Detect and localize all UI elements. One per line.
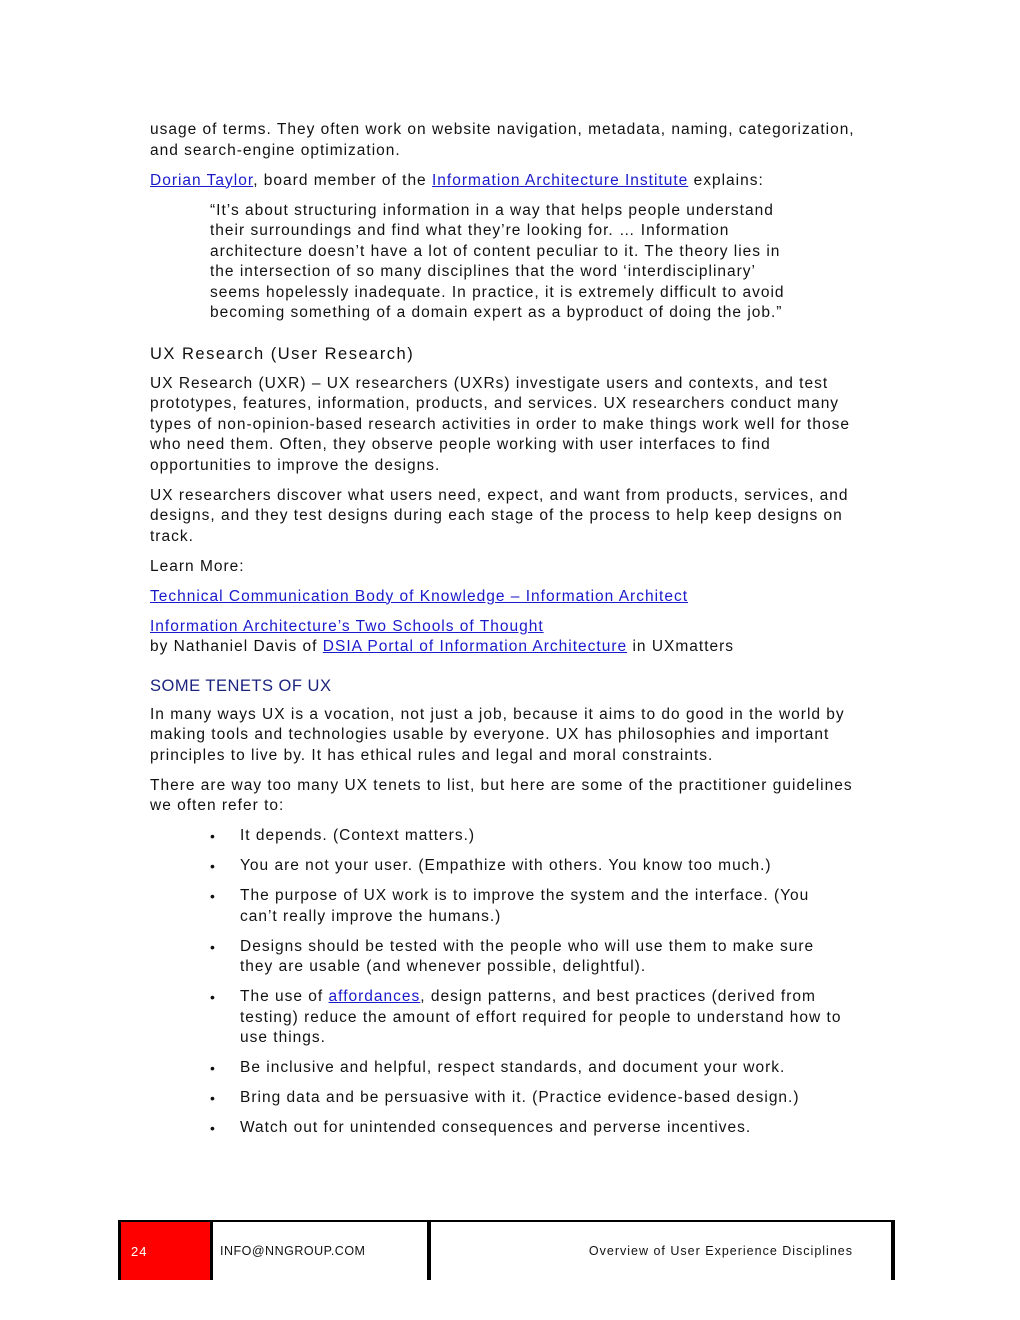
list-item-text: You are not your user. (Empathize with others. You know too much.) [240,857,772,874]
taylor-end-text: explains: [688,171,764,189]
affordances-link[interactable]: affordances [328,988,421,1005]
taylor-paragraph [150,171,875,192]
list-item [210,937,850,978]
bullet-icon: • [210,828,216,844]
footer-email: INFO@NNGROUP.COM [220,1244,366,1258]
dsia-portal-link[interactable]: DSIA Portal of Information Architecture [322,638,628,655]
footer-divider [427,1222,431,1280]
bullet-icon: • [210,1120,216,1136]
tenets-list [150,826,875,1139]
ux-research-paragraph-1: UX Research (UXR) – UX researchers (UXRs) investigate users and contexts, and test prototypes, features, information, products, and services. UX researchers conduct many types of non-opinion-based research activities in order to make things work well for those who need them. Often, they observe people working with user interfaces to find opportunities to improve the designs. [150,374,850,474]
list-item-text: Be inclusive and helpful, respect standards, and document your work. [240,1059,786,1076]
footer-divider [210,1222,213,1280]
learn-more-item-1 [150,587,875,608]
bullet-icon: • [210,1060,216,1076]
list-item [210,1088,850,1109]
tcbok-link[interactable]: Technical Communication Body of Knowledge – Information Architect [150,587,688,605]
iai-link[interactable]: Information Architecture Institute [432,171,689,189]
learn-more-label: Learn More: [150,557,245,575]
taylor-quote: “It’s about structuring information in a way that helps people understand their surroundings and find what they’re looking for. … Information architecture doesn’t have a lot of content peculiar to it. The theory lies in the intersection of so many disciplines that the word ‘interdisciplinary’ seems hopelessly inadequate. In practice, it is extremely difficult to avoid becoming something of a domain expert as a byproduct of doing the job.” [210,201,785,321]
intro-paragraph: usage of terms. They often work on website navigation, metadata, naming, categorization, and search-engine optimization. [150,121,855,159]
tenets-paragraph-2: There are way too many UX tenets to list, but here are some of the practitioner guidelines we often refer to: [150,776,853,814]
list-item-text: Bring data and be persuasive with it. (Practice evidence-based design.) [240,1089,800,1106]
page-number-box [118,1222,210,1280]
affordances-start: The use of [240,988,329,1005]
bullet-icon: • [210,888,216,904]
page-number: 24 [131,1244,148,1259]
taylor-mid-text: , board member of the [253,171,432,189]
byline-end: in UXmatters [627,638,735,655]
page-content [150,120,875,1148]
list-item [210,1118,850,1139]
list-item [210,826,850,847]
ux-research-heading: UX Research (User Research) [150,344,415,363]
list-item [210,1058,850,1079]
list-item-text: It depends. (Context matters.) [240,827,476,844]
tenets-heading: SOME TENETS OF UX [150,676,332,695]
ux-research-paragraph-2: UX researchers discover what users need, expect, and want from products, services, and designs, and they test designs during each stage of the process to help keep designs on track. [150,486,849,545]
affordances-end: , design patterns, and best practices (derived from testing) reduce the amount of effort required for people to understand how to use things. [240,988,842,1046]
list-item-text: The purpose of UX work is to improve the system and the interface. (You can’t really improve the humans.) [240,887,810,925]
list-item-text: Designs should be tested with the people who will use them to make sure they are usable (and whenever possible, delightful). [240,937,815,975]
byline-start: by Nathaniel Davis of [150,638,323,655]
bullet-icon: • [210,989,216,1005]
footer-divider [891,1222,895,1280]
tenets-paragraph-1: In many ways UX is a vocation, not just a job, because it aims to do good in the world by making tools and technologies usable by everyone. UX has philosophies and important principles to live by. It has ethical rules and legal and moral constraints. [150,705,845,764]
bullet-icon: • [210,1090,216,1106]
page-footer [118,1220,895,1282]
list-item [210,856,850,877]
footer-document-title: Overview of User Experience Disciplines [588,1244,853,1258]
dorian-taylor-link[interactable]: Dorian Taylor [150,171,254,189]
learn-more-item-2 [150,617,875,658]
bullet-icon: • [210,938,216,955]
list-item [210,987,850,1049]
two-schools-link[interactable]: Information Architecture’s Two Schools of Thought [150,617,544,635]
list-item [210,886,850,927]
bullet-icon: • [210,858,216,874]
list-item-text: Watch out for unintended consequences and perverse incentives. [240,1119,752,1136]
